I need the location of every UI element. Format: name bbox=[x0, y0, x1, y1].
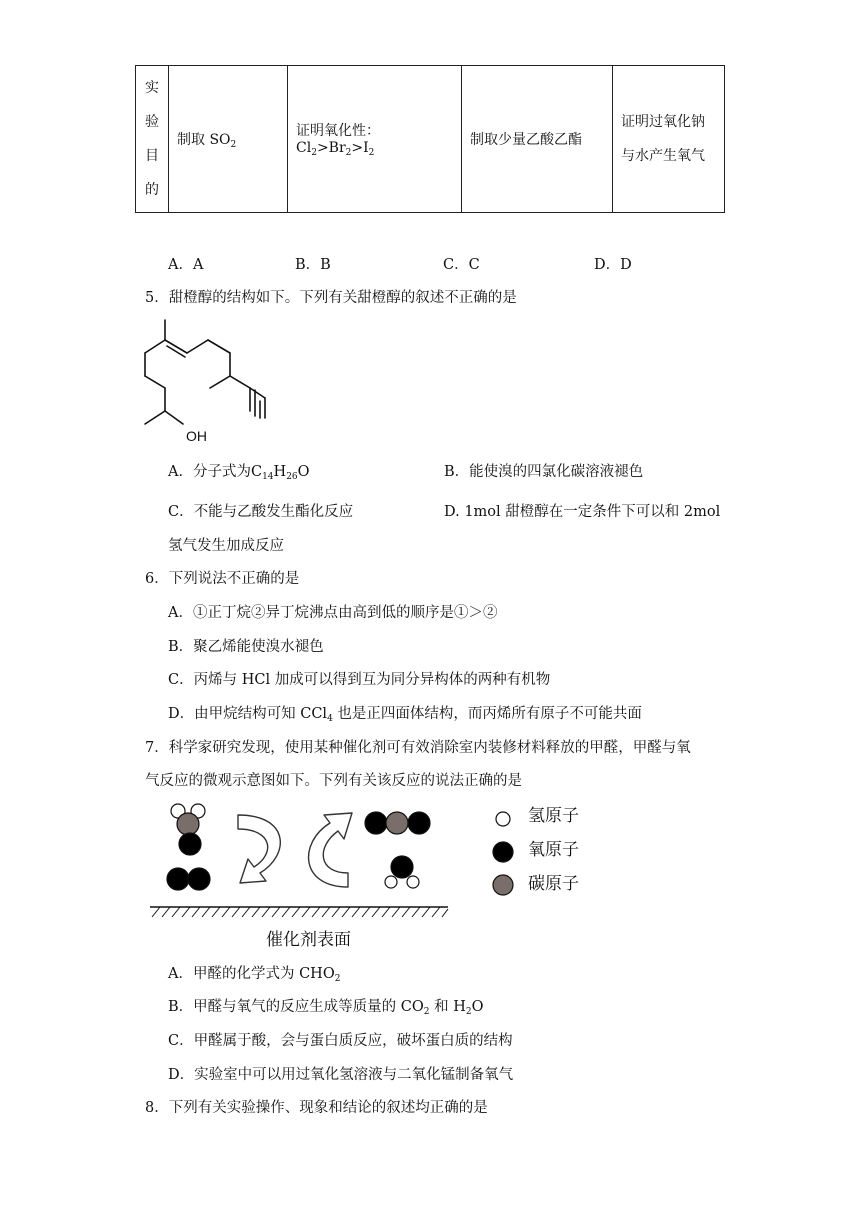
q6-option-a: A．①正丁烷②异丁烷沸点由高到低的顺序是①＞② bbox=[168, 605, 498, 621]
legend-oxygen-swatch bbox=[493, 842, 513, 862]
option-text: A．甲醛的化学式为 CHO bbox=[168, 966, 335, 982]
cell-text: 证明氧化性：Cl bbox=[296, 123, 380, 156]
legend-carbon-swatch bbox=[493, 875, 513, 895]
q4-option-b: B．B bbox=[295, 257, 331, 273]
option-subscript: 26 bbox=[286, 472, 298, 482]
q7-option-a bbox=[168, 967, 340, 984]
q4-option-c: C．C bbox=[443, 257, 480, 273]
catalyst-surface-label: 催化剂表面 bbox=[266, 930, 351, 950]
option-text: H bbox=[273, 464, 287, 480]
table-cell-4 bbox=[613, 66, 725, 213]
header-char: 的 bbox=[145, 182, 159, 198]
cell-text: >I bbox=[351, 140, 369, 156]
cell-text: 与水产生氧气 bbox=[621, 148, 705, 164]
legend-carbon-label: 碳原子 bbox=[528, 874, 579, 894]
cell-text: >Br bbox=[316, 140, 346, 156]
up-arrow-icon bbox=[309, 813, 352, 887]
option-text: 也是正四面体结构，而丙烯所有原子不可能共面 bbox=[332, 706, 642, 722]
option-subscript: 2 bbox=[334, 974, 341, 984]
q7-stem-line-2: 气反应的微观示意图如下。下列有关该反应的说法正确的是 bbox=[145, 773, 522, 789]
cell-subscript: 2 bbox=[230, 139, 237, 150]
q5-option-d: D. 1mol 甜橙醇在一定条件下可以和 2mol bbox=[444, 504, 721, 520]
legend-hydrogen-label: 氢原子 bbox=[528, 806, 579, 826]
q6-option-b: B．聚乙烯能使溴水褪色 bbox=[168, 639, 324, 655]
oh-label: OH bbox=[186, 428, 207, 444]
q7-option-b bbox=[168, 1000, 483, 1017]
header-char: 实 bbox=[145, 80, 159, 96]
cell-subscript: 2 bbox=[311, 148, 317, 158]
option-subscript: 2 bbox=[465, 1007, 472, 1017]
table-row bbox=[136, 66, 725, 213]
q5-option-c: C．不能与乙酸发生酯化反应 bbox=[168, 504, 354, 520]
cell-text: 证明过氧化钠 bbox=[621, 114, 705, 130]
q4-option-a: A．A bbox=[168, 257, 204, 273]
q5-option-d-continued: 氢气发生加成反应 bbox=[168, 538, 284, 554]
carbon-atom bbox=[177, 813, 199, 835]
down-arrow-icon bbox=[238, 815, 280, 883]
header-char: 目 bbox=[145, 148, 159, 164]
option-subscript: 14 bbox=[262, 472, 274, 482]
q6-stem: 6．下列说法不正确的是 bbox=[145, 571, 300, 587]
option-text: B．甲醛与氧气的反应生成等质量的 CO bbox=[168, 999, 424, 1015]
q7-option-c: C．甲醛属于酸，会与蛋白质反应，破坏蛋白质的结构 bbox=[168, 1033, 513, 1049]
q5-option-a bbox=[168, 465, 310, 482]
experiment-table bbox=[135, 65, 725, 213]
oxygen-atom bbox=[179, 833, 201, 855]
option-text: 和 H bbox=[429, 999, 466, 1015]
q4-option-d: D．D bbox=[594, 257, 632, 273]
option-text: O bbox=[471, 999, 484, 1015]
option-text: O bbox=[297, 464, 310, 480]
cell-text: 制取 SO bbox=[177, 131, 231, 148]
table-cell-1 bbox=[169, 66, 288, 213]
option-text: D．由甲烷结构可知 CCl bbox=[168, 706, 328, 722]
table-cell-2 bbox=[288, 66, 462, 213]
sweet-orange-alcohol-structure bbox=[140, 318, 280, 448]
q7-stem-line-1: 7．科学家研究发现，使用某种催化剂可有效消除室内装修材料释放的甲醛，甲醛与氧 bbox=[145, 740, 691, 756]
legend-oxygen-label: 氧原子 bbox=[528, 840, 579, 860]
legend-hydrogen-swatch bbox=[496, 812, 510, 826]
header-char: 验 bbox=[145, 114, 159, 130]
q6-option-d bbox=[168, 707, 642, 724]
option-subscript: 4 bbox=[327, 714, 333, 724]
surface-hatching bbox=[152, 907, 448, 917]
cell-text: 制取少量乙酸乙酯 bbox=[470, 132, 582, 148]
q7-option-d: D．实验室中可以用过氧化氢溶液与二氧化锰制备氧气 bbox=[168, 1067, 514, 1083]
cell-subscript: 2 bbox=[345, 148, 352, 158]
cell-subscript: 2 bbox=[368, 148, 375, 158]
option-text: A．分子式为C bbox=[168, 464, 263, 480]
q8-stem: 8．下列有关实验操作、现象和结论的叙述均正确的是 bbox=[145, 1100, 488, 1116]
q6-option-c: C．丙烯与 HCl 加成可以得到互为同分异构体的两种有机物 bbox=[168, 672, 551, 688]
option-subscript: 2 bbox=[423, 1007, 430, 1017]
table-header-cell bbox=[136, 66, 169, 213]
q5-stem: 5．甜橙醇的结构如下。下列有关甜橙醇的叙述不正确的是 bbox=[145, 290, 517, 306]
q5-option-b: B．能使溴的四氯化碳溶液褪色 bbox=[444, 464, 644, 480]
table-cell-3 bbox=[462, 66, 613, 213]
